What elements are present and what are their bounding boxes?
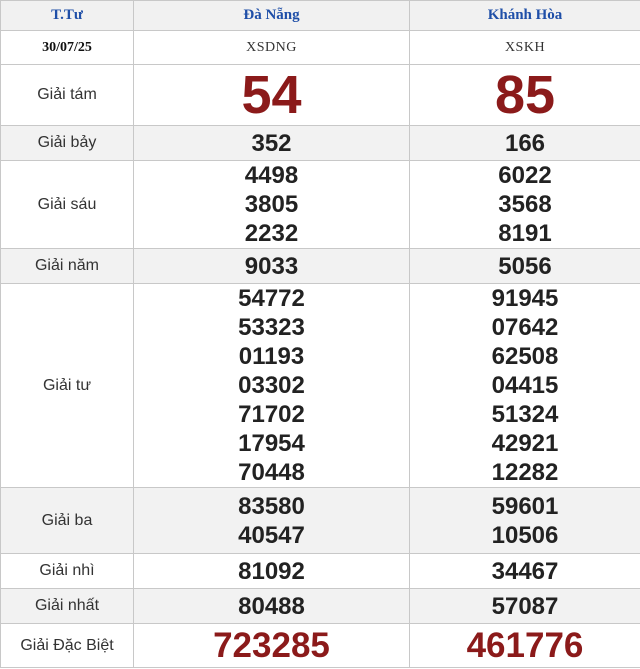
number-cell: 17954 [238,430,305,457]
prize-row-tam [1,65,640,126]
prize-nhat-a: 80488 [134,589,410,624]
prize-tu-a [134,284,410,488]
header-row [1,1,640,31]
number-cell: 70448 [238,459,305,486]
prize-nhi-b: 34467 [410,554,640,589]
draw-date: 30/07/25 [1,31,134,65]
number-cell: 91945 [491,285,559,312]
prize-row-nhi [1,554,640,589]
prize-label-sau: Giải sáu [1,161,134,249]
prize-label-dac-biet: Giải Đặc Biệt [1,624,134,668]
code-khanh-hoa: XSKH [410,31,640,65]
number-cell: 01193 [238,343,305,370]
number-cell: 03302 [238,372,305,399]
prize-sau-a [134,161,410,249]
prize-dac-biet-b: 461776 [410,624,640,668]
number-cell: 04415 [491,372,559,399]
prize-row-nam [1,249,640,284]
prize-nam-a: 9033 [134,249,410,284]
number-cell: 2232 [244,220,299,247]
prize-label-nhat: Giải nhất [1,589,134,624]
number-cell: 3805 [244,191,299,218]
prize-row-nhat [1,589,640,624]
number-cell: 10506 [491,521,559,549]
prize-row-dac-biet [1,624,640,668]
prize-row-sau [1,161,640,249]
code-da-nang: XSDNG [134,31,410,65]
number-cell: 3568 [498,191,552,218]
number-cell: 71702 [238,401,305,428]
prize-nhi-a: 81092 [134,554,410,589]
number-cell: 40547 [238,521,305,549]
province-da-nang[interactable]: Đà Nẵng [134,1,410,31]
number-cell: 51324 [491,401,559,428]
number-cell: 12282 [491,459,559,486]
prize-row-bay [1,126,640,161]
prize-label-tam: Giải tám [1,65,134,126]
number-cell: 07642 [491,314,559,341]
prize-nhat-b: 57087 [410,589,640,624]
prize-bay-a: 352 [134,126,410,161]
subheader-row [1,31,640,65]
prize-ba-b [410,488,640,554]
province-khanh-hoa[interactable]: Khánh Hòa [410,1,640,31]
prize-label-ba: Giải ba [1,488,134,554]
number-cell: 53323 [238,314,305,341]
prize-row-ba [1,488,640,554]
prize-label-tu: Giải tư [1,284,134,488]
weekday-label: T.Tư [1,1,134,31]
prize-label-bay: Giải bảy [1,126,134,161]
number-cell: 54772 [238,285,305,312]
prize-ba-a [134,488,410,554]
number-cell: 62508 [491,343,559,370]
prize-nam-b: 5056 [410,249,640,284]
number-cell: 83580 [238,492,305,520]
prize-bay-b: 166 [410,126,640,161]
prize-dac-biet-a: 723285 [134,624,410,668]
prize-sau-b [410,161,640,249]
prize-label-nhi: Giải nhì [1,554,134,589]
number-cell: 6022 [498,162,552,189]
prize-row-tu [1,284,640,488]
prize-tam-a: 54 [134,65,410,126]
prize-tu-b [410,284,640,488]
prize-label-nam: Giải năm [1,249,134,284]
number-cell: 59601 [491,492,559,520]
number-cell: 8191 [498,220,552,247]
prize-tam-b: 85 [410,65,640,126]
number-cell: 4498 [244,162,299,189]
number-cell: 42921 [491,430,559,457]
